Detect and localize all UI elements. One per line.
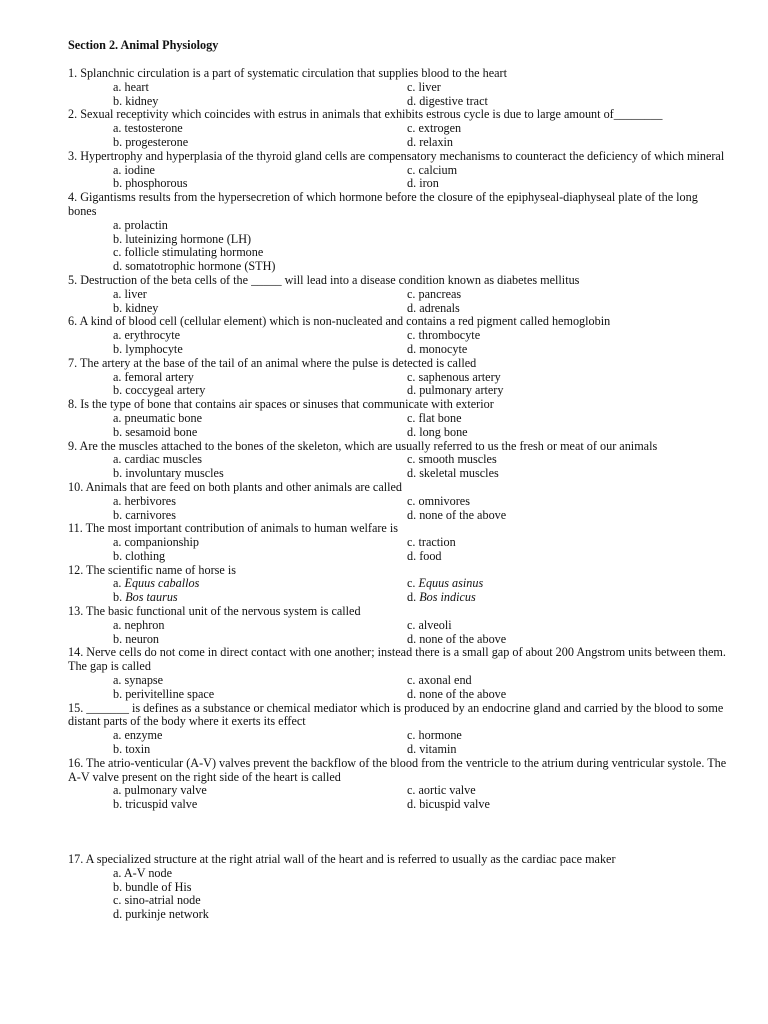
answer-option: a. enzyme <box>113 728 163 743</box>
answer-options <box>68 122 728 150</box>
question-12 <box>68 564 728 605</box>
answer-option: b. clothing <box>113 548 166 563</box>
question-stem: 4. Gigantisms results from the hypersecretion of which hormone before the closure of the epiphyseal-diaphyseal plate of the long bones <box>68 190 698 218</box>
question-6 <box>68 315 728 356</box>
answer-option: d. somatotrophic hormone (STH) <box>113 259 276 274</box>
question-stem: 7. The artery at the base of the tail of an animal where the pulse is detected is called <box>68 355 477 370</box>
answer-option: b. sesamoid bone <box>113 424 198 439</box>
question-8 <box>68 398 728 439</box>
answer-option: d. skeletal muscles <box>407 466 499 481</box>
answer-options <box>68 729 728 757</box>
answer-option: c. Equus asinus <box>407 576 484 591</box>
question-3 <box>68 150 728 191</box>
answer-option: d. purkinje network <box>113 907 209 922</box>
answer-option: b. coccygeal artery <box>113 383 206 398</box>
answer-option: d. none of the above <box>407 631 507 646</box>
answer-option: b. involuntary muscles <box>113 466 224 481</box>
answer-options <box>68 784 728 812</box>
question-stem: 1. Splanchnic circulation is a part of systematic circulation that supplies blood to the heart <box>68 66 507 80</box>
answer-option: d. pulmonary artery <box>407 383 504 398</box>
answer-option: d. relaxin <box>407 134 454 149</box>
question-list <box>68 67 728 922</box>
question-stem: 5. Destruction of the beta cells of the _____ will lead into a disease condition known as diabetes mellitus <box>68 272 580 287</box>
question-stem: 17. A specialized structure at the right atrial wall of the heart and is referred to usually as the cardiac pace maker <box>68 852 616 867</box>
answer-option: a. erythrocyte <box>113 328 180 343</box>
question-stem: 10. Animals that are feed on both plants and other animals are called <box>68 479 403 494</box>
page-gap <box>68 812 728 853</box>
answer-option: c. saphenous artery <box>407 369 501 384</box>
answer-option: b. bundle of His <box>113 879 192 894</box>
question-4 <box>68 191 728 274</box>
question-1 <box>68 67 728 108</box>
question-10 <box>68 481 728 522</box>
question-stem: 14. Nerve cells do not come in direct contact with one another; instead there is a small gap of about 200 Angstrom units between them. The gap is called <box>68 645 726 674</box>
answer-option: b. toxin <box>113 742 151 757</box>
question-stem: 12. The scientific name of horse is <box>68 562 236 577</box>
answer-option: c. sino-atrial node <box>113 893 201 908</box>
answer-option: b. carnivores <box>113 507 176 522</box>
question-9 <box>68 440 728 481</box>
question-2 <box>68 108 728 149</box>
answer-options <box>68 371 728 399</box>
answer-option: c. follicle stimulating hormone <box>113 245 264 260</box>
answer-option: b. progesterone <box>113 134 189 149</box>
answer-options <box>68 536 728 564</box>
answer-option: d. long bone <box>407 424 468 439</box>
answer-options <box>68 288 728 316</box>
question-stem: 2. Sexual receptivity which coincides with estrus in animals that exhibits estrous cycle is due to large amount of________ <box>68 107 663 122</box>
answer-option: a. pulmonary valve <box>113 783 207 798</box>
answer-options <box>68 619 728 647</box>
answer-option: b. luteinizing hormone (LH) <box>113 231 252 246</box>
answer-options <box>68 453 728 481</box>
answer-option: d. food <box>407 548 442 563</box>
answer-options <box>68 674 728 702</box>
answer-option: d. none of the above <box>407 686 507 701</box>
answer-option: a. heart <box>113 79 149 94</box>
answer-option: b. Bos taurus <box>113 590 178 605</box>
answer-option: a. companionship <box>113 535 199 550</box>
answer-option: a. liver <box>113 286 147 301</box>
answer-option: c. extrogen <box>407 121 462 136</box>
answer-option: b. kidney <box>113 93 159 108</box>
question-15 <box>68 702 728 757</box>
answer-option: d. adrenals <box>407 300 460 315</box>
answer-option: b. tricuspid valve <box>113 797 198 812</box>
answer-option: d. vitamin <box>407 742 457 757</box>
answer-option: b. phosphorous <box>113 176 188 191</box>
answer-option: c. hormone <box>407 728 462 743</box>
question-stem: 16. The atrio-venticular (A-V) valves prevent the backflow of the blood from the ventricle to the atrium during ventricular systole. The A-V valve present on the right side of the heart is called <box>68 755 727 784</box>
answer-options <box>68 81 728 109</box>
answer-option: d. monocyte <box>407 341 468 356</box>
answer-option: d. bicuspid valve <box>407 797 490 812</box>
answer-options <box>68 164 728 192</box>
question-stem: 6. A kind of blood cell (cellular element) which is non-nucleated and contains a red pigment called hemoglobin <box>68 314 611 329</box>
answer-options <box>68 329 728 357</box>
answer-option: c. axonal end <box>407 673 472 688</box>
answer-option: b. kidney <box>113 300 159 315</box>
answer-option: a. pneumatic bone <box>113 410 203 425</box>
answer-option: c. pancreas <box>407 286 462 301</box>
answer-option: a. herbivores <box>113 493 176 508</box>
answer-option: d. digestive tract <box>407 93 488 108</box>
answer-options <box>68 577 728 605</box>
answer-option: b. neuron <box>113 631 160 646</box>
question-14 <box>68 646 728 701</box>
answer-option: c. smooth muscles <box>407 452 497 467</box>
answer-options <box>68 867 728 922</box>
section-title: Section 2. Animal Physiology <box>68 38 219 52</box>
answer-option: c. aortic valve <box>407 783 476 798</box>
answer-option: a. prolactin <box>113 217 168 232</box>
answer-option: a. Equus caballos <box>113 576 200 591</box>
answer-options <box>68 495 728 523</box>
answer-option: c. traction <box>407 535 456 550</box>
question-16 <box>68 757 728 812</box>
question-13 <box>68 605 728 646</box>
answer-options <box>68 219 728 274</box>
answer-option: a. A-V node <box>113 865 173 880</box>
question-stem: 13. The basic functional unit of the nervous system is called <box>68 604 361 619</box>
question-stem: 8. Is the type of bone that contains air spaces or sinuses that communicate with exterior <box>68 397 494 412</box>
question-stem: 3. Hypertrophy and hyperplasia of the thyroid gland cells are compensatory mechanisms to counteract the deficiency of which mineral <box>68 148 725 163</box>
answer-option: c. flat bone <box>407 410 462 425</box>
answer-option: a. cardiac muscles <box>113 452 202 467</box>
answer-option: d. none of the above <box>407 507 507 522</box>
answer-options <box>68 412 728 440</box>
question-7 <box>68 357 728 398</box>
answer-option: a. testosterone <box>113 121 183 136</box>
answer-option: a. nephron <box>113 617 165 632</box>
answer-option: b. perivitelline space <box>113 686 215 701</box>
question-stem: 15. _______ is defines as a substance or chemical mediator which is produced by an endocrine gland and carried by the blood to some distant parts of the body where it exerts its effect <box>68 700 724 729</box>
answer-option: a. femoral artery <box>113 369 194 384</box>
answer-option: c. alveoli <box>407 617 452 632</box>
question-stem: 11. The most important contribution of animals to human welfare is <box>68 521 399 536</box>
answer-option: b. lymphocyte <box>113 341 183 356</box>
answer-option: a. synapse <box>113 673 164 688</box>
question-11 <box>68 522 728 563</box>
answer-option: c. calcium <box>407 162 458 177</box>
question-5 <box>68 274 728 315</box>
question-17 <box>68 853 728 922</box>
answer-option: c. thrombocyte <box>407 328 481 343</box>
answer-option: d. Bos indicus <box>407 590 476 605</box>
question-stem: 9. Are the muscles attached to the bones of the skeleton, which are usually referred to us the fresh or meat of our animals <box>68 438 658 453</box>
answer-option: c. liver <box>407 79 441 94</box>
answer-option: a. iodine <box>113 162 155 177</box>
answer-option: c. omnivores <box>407 493 470 508</box>
answer-option: d. iron <box>407 176 439 191</box>
